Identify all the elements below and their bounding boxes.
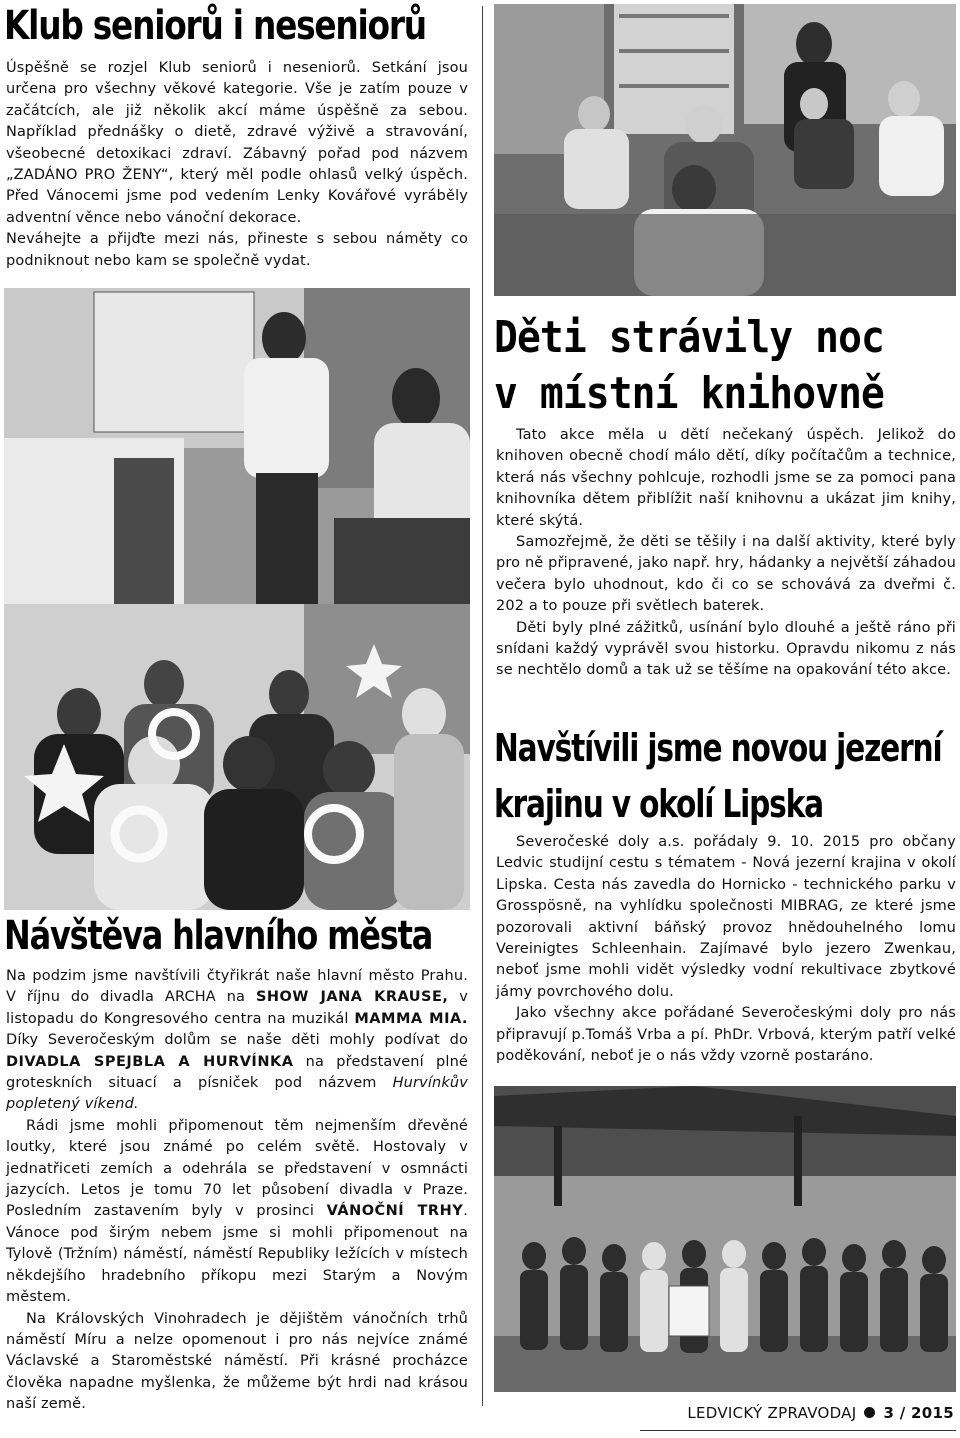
klub-paragraph-2: Neváhejte a přijďte mezi nás, přineste s sebou náměty co podniknout nebo kam se společně vydat.	[6, 231, 468, 269]
article-klub-body	[6, 58, 468, 272]
photo-group-mining-park	[494, 1086, 956, 1392]
photo-children-library	[494, 4, 956, 296]
hlavni-p1-text-c: v listopadu do Kongresového centra na muzikál	[6, 989, 468, 1027]
hlavni-markets-name: VÁNOČNÍ TRHY	[326, 1203, 464, 1220]
hlavni-p1-text-e: na představení plné groteskních situací a písniček pod názvem	[6, 1053, 468, 1092]
klub-paragraph-1: Úspěšně se rozjel Klub seniorů i neseniorů. Setkání jsou určena pro všechny věkové kategorie. Vše je zatím pouze v začátcích, ale již několik akcí máme úspěšně za sebou. Například přednášky o dietě, zdravé výživě a stravování, všeobecné detoxikaci zdraví. Zábavný pořad pod názvem „ZADÁNO PRO ŽENY“, který měl podle ohlasů velký úspěch. Před Vánocemi jsme pod vedením Lenky Kovářové vyráběly adventní věnce nebo vánoční dekorace.	[6, 60, 468, 226]
footer-publication: LEDVICKÝ ZPRAVODAJ	[687, 1404, 857, 1422]
hlavni-theatre-name: DIVADLA SPEJBLA A HURVÍNKA	[6, 1053, 294, 1070]
headline-deti-line-2: v místní knihovně	[494, 368, 885, 419]
headline-deti-line-1: Děti strávily noc	[494, 312, 885, 363]
article-jezero-body	[496, 832, 956, 1067]
footer-issue: 3 / 2015	[883, 1404, 954, 1422]
jezero-paragraph-2: Jako všechny akce pořádané Severočeskými doly pro nás připravují p.Tomáš Vrba a pí. PhDr. Vrbová, kterým patří velké poděkování, neboť je o nás vždy vzorně postaráno.	[496, 1005, 956, 1065]
headline-hlavni-mesto: Návštěva hlavního města	[4, 913, 433, 959]
photo-lecture-room	[4, 288, 470, 604]
article-hlavni-mesto-body	[6, 966, 468, 1416]
article-deti-heading	[494, 310, 956, 422]
hlavni-show-name: SHOW JANA KRAUSE,	[255, 989, 449, 1006]
headline-klub: Klub seniorů i neseniorů	[4, 3, 426, 49]
hlavni-p1-text-d: Díky Severočeským dolům se naše děti mohly podívat do	[6, 1032, 468, 1049]
photo-seniors-wreaths	[4, 604, 470, 910]
hlavni-paragraph-1	[6, 966, 468, 1116]
hlavni-musical-name: MAMMA MIA.	[354, 1010, 468, 1027]
deti-paragraph-1: Tato akce měla u dětí nečekaný úspěch. Jelikož do knihoven obecně chodí málo dětí, díky počítačům a technice, která nás všechny pohlcuje, rozhodli jsme se za pomoci pana knihovníka dětem přiblížit naší knihovnu a ukázat jim knihy, které skýtá.	[496, 427, 956, 529]
jezero-paragraph-1: Severočeské doly a.s. pořádaly 9. 10. 2015 pro občany Ledvic studijní cestu s tématem - Nová jezerní krajina v okolí Lipska. Cesta nás zavedla do Hornicko - technického parku v Grosspösně, na vyhlídku společnosti MIBRAG, ze které jsme pozorovali aktivní báňský provoz hnědouhelného lomu Vereinigtes Schleenhain. Zajímavé bylo jezero Zwenkau, neboť jsme mohli vidět výsledky vodní rekultivace zbytkové jámy povrchového dolu.	[496, 834, 956, 1000]
hlavni-p1-text-a: Na podzim jsme navštívili čtyřikrát naše hlavní město Prahu. V říjnu do divadla ARCHA na	[6, 968, 468, 1006]
hlavni-show-title: Hurvínkův popletený víkend.	[6, 1075, 468, 1113]
hlavni-paragraph-2	[6, 1116, 468, 1309]
article-deti-body	[496, 425, 956, 682]
headline-jezero-line-2: krajinu v okolí Lipska	[494, 782, 823, 826]
article-klub-seniori	[4, 4, 470, 48]
article-hlavni-mesto-heading	[4, 912, 470, 960]
hlavni-paragraph-3: Na Královských Vinohradech je dějištěm vánočních trhů náměstí Míru a nelze opomenout i pro nás nejvíce známé Václavské a Staroměstské náměstí. Při krásné procházce člověka napadne myšlenka, že můžeme být hrdi nad krásou naší země.	[6, 1310, 468, 1413]
footer-rule	[640, 1430, 956, 1431]
article-jezero-heading	[494, 720, 956, 832]
hlavni-p2-text-c: . Vánoce pod širým nebem jsme si mohli připomenout na Tylově (Tržním) náměstí, náměstí Republiky ležících v místech někdejšího hradebního příkopu mezi Starým a Novým městem.	[6, 1203, 468, 1306]
footer-bullet-icon	[864, 1407, 875, 1418]
column-divider	[482, 6, 483, 1406]
hlavni-p2-text-a: Rádi jsme mohli připomenout těm nejmenším dřevěné loutky, které jsou známé po celém světě. Hostovaly v jednatřiceti zemích a odehrála se představení v osmnácti jazycích. Letos je tomu 70 let působení divadla v Praze. Posledním zastavením byly v prosinci	[6, 1117, 468, 1220]
deti-paragraph-3: Děti byly plné zážitků, usínání bylo dlouhé a ještě ráno při snídani každý vyprávěl svou historku. Opravdu nikomu z nás se nechtělo domů a tak už se těšíme na opakování této akce.	[496, 619, 956, 679]
page-footer	[687, 1404, 954, 1422]
headline-jezero-line-1: Navštívili jsme novou jezerní	[494, 726, 942, 770]
deti-paragraph-2: Samozřejmě, že děti se těšily i na další aktivity, které byly pro ně připravené, jako např. hry, hádanky a největší záhadou večera bylo uhodnout, kdo či co se schovává za dveřmi č. 202 a to pouze při světlech baterek.	[496, 534, 956, 615]
